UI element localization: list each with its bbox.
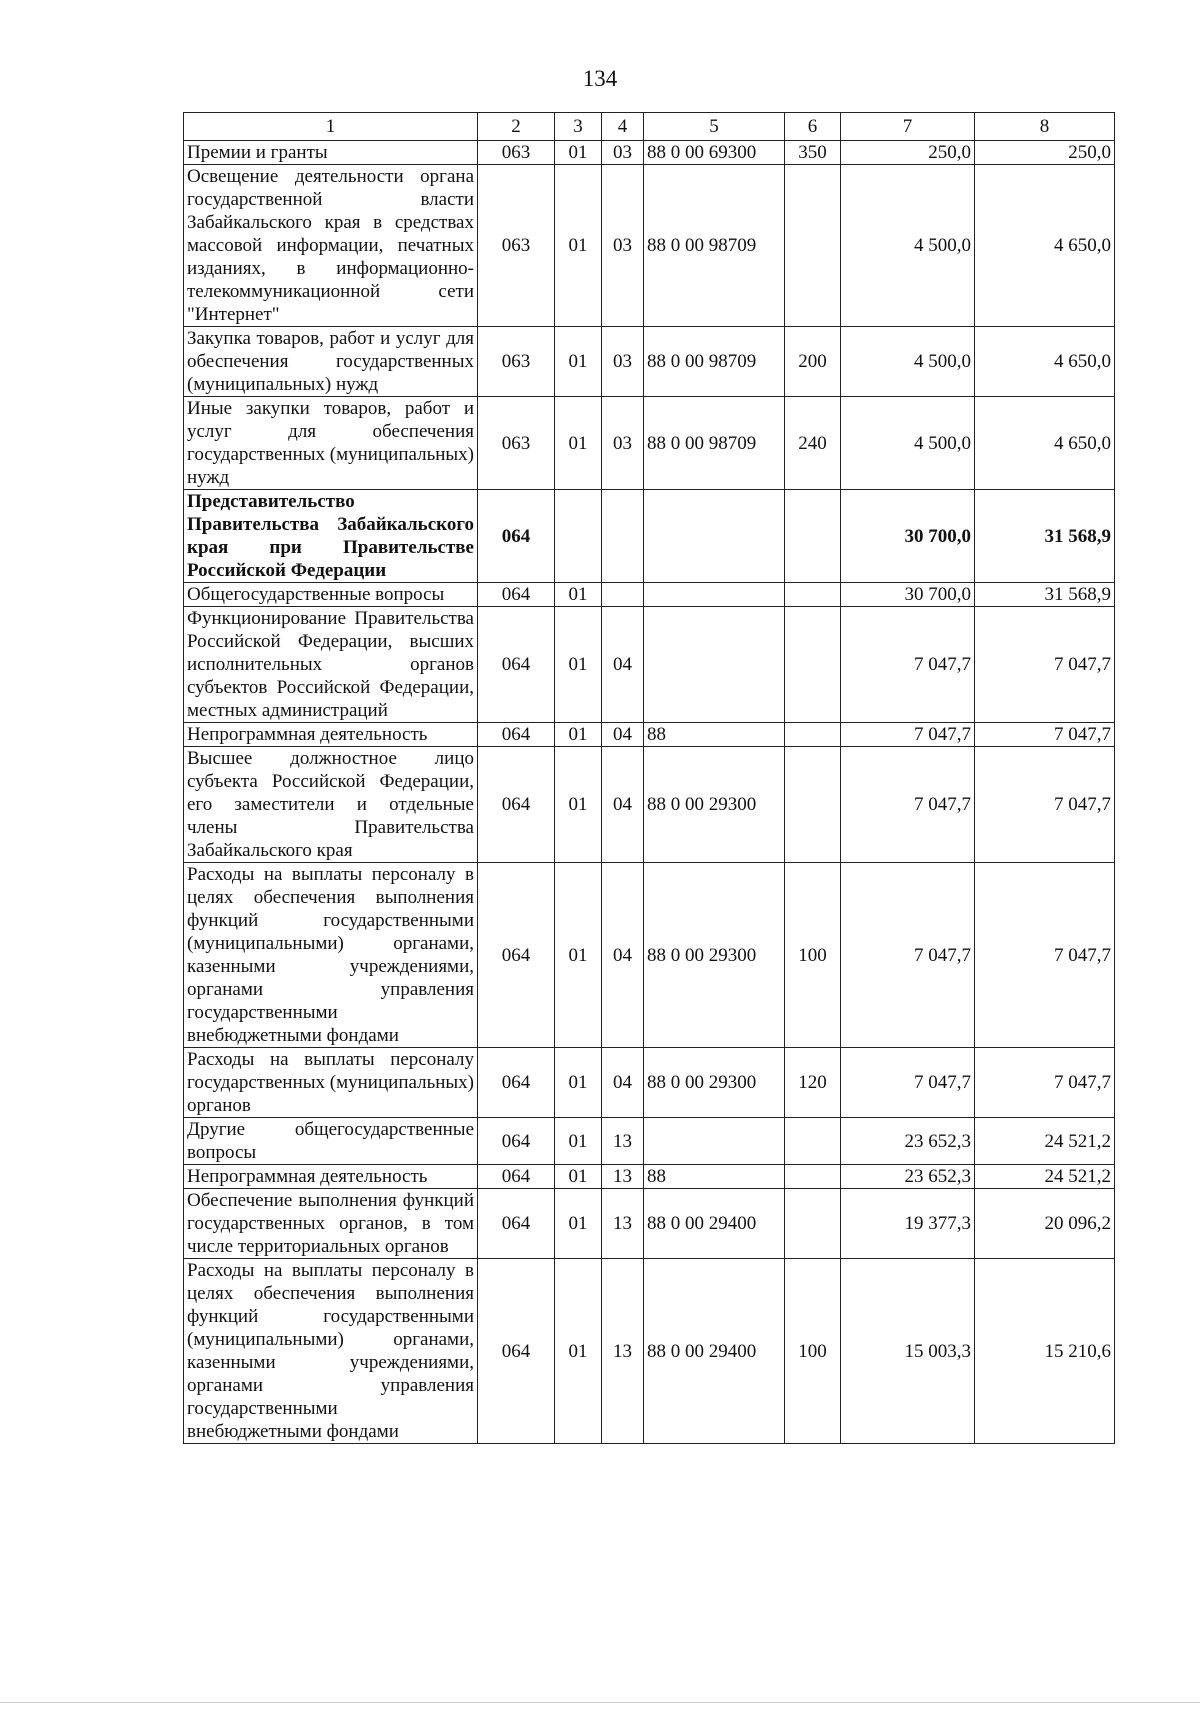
- cell-name: Расходы на выплаты персоналу в целях обеспечения выполнения функций государственными (муниципальными) органами, казенными учреждениями, органами управления государственными внебюджетными фондами: [184, 1259, 478, 1444]
- cell-amount-year1: 7 047,7: [841, 1048, 975, 1118]
- cell-amount-year1: 23 652,3: [841, 1118, 975, 1165]
- cell-section: 01: [555, 1259, 602, 1444]
- cell-name: Освещение деятельности органа государственной власти Забайкальского края в средствах массовой информации, печатных изданиях, в информационно-телекоммуникационной сети "Интернет": [184, 165, 478, 327]
- cell-amount-year2: 31 568,9: [975, 583, 1115, 607]
- cell-target-article: [644, 490, 785, 583]
- cell-ministry-code: 063: [478, 327, 555, 397]
- cell-amount-year1: 15 003,3: [841, 1259, 975, 1444]
- column-header: 1: [184, 113, 478, 141]
- cell-section: 01: [555, 397, 602, 490]
- cell-section: 01: [555, 1165, 602, 1189]
- cell-amount-year2: 24 521,2: [975, 1118, 1115, 1165]
- cell-subsection: 04: [602, 723, 644, 747]
- cell-amount-year2: 7 047,7: [975, 863, 1115, 1048]
- cell-subsection: [602, 583, 644, 607]
- cell-subsection: 03: [602, 327, 644, 397]
- cell-amount-year2: 7 047,7: [975, 607, 1115, 723]
- cell-amount-year2: 15 210,6: [975, 1259, 1115, 1444]
- cell-expense-type: [785, 1165, 841, 1189]
- cell-subsection: 04: [602, 1048, 644, 1118]
- cell-section: 01: [555, 583, 602, 607]
- cell-name: Высшее должностное лицо субъекта Российской Федерации, его заместители и отдельные члены Правительства Забайкальского края: [184, 747, 478, 863]
- cell-expense-type: [785, 607, 841, 723]
- cell-expense-type: [785, 747, 841, 863]
- cell-expense-type: 100: [785, 1259, 841, 1444]
- cell-ministry-code: 064: [478, 490, 555, 583]
- cell-section: 01: [555, 1189, 602, 1259]
- cell-subsection: 03: [602, 397, 644, 490]
- cell-target-article: 88 0 00 98709: [644, 397, 785, 490]
- cell-expense-type: 120: [785, 1048, 841, 1118]
- cell-ministry-code: 064: [478, 1259, 555, 1444]
- column-header: 3: [555, 113, 602, 141]
- cell-expense-type: 100: [785, 863, 841, 1048]
- cell-amount-year2: 4 650,0: [975, 397, 1115, 490]
- cell-section: 01: [555, 863, 602, 1048]
- cell-section: [555, 490, 602, 583]
- cell-amount-year2: 7 047,7: [975, 1048, 1115, 1118]
- cell-amount-year2: 7 047,7: [975, 747, 1115, 863]
- cell-amount-year2: 31 568,9: [975, 490, 1115, 583]
- cell-expense-type: 200: [785, 327, 841, 397]
- cell-amount-year1: 7 047,7: [841, 607, 975, 723]
- cell-section: 01: [555, 1048, 602, 1118]
- cell-ministry-code: 063: [478, 165, 555, 327]
- cell-name: Премии и гранты: [184, 141, 478, 165]
- cell-amount-year1: 19 377,3: [841, 1189, 975, 1259]
- cell-subsection: 13: [602, 1189, 644, 1259]
- cell-amount-year1: 4 500,0: [841, 165, 975, 327]
- table-row: [184, 607, 1115, 723]
- cell-amount-year2: 24 521,2: [975, 1165, 1115, 1189]
- cell-name: Непрограммная деятельность: [184, 1165, 478, 1189]
- cell-subsection: 04: [602, 747, 644, 863]
- page-edge-line: [0, 1702, 1200, 1703]
- cell-amount-year2: 250,0: [975, 141, 1115, 165]
- cell-target-article: [644, 607, 785, 723]
- cell-name: Расходы на выплаты персоналу государственных (муниципальных) органов: [184, 1048, 478, 1118]
- cell-target-article: 88 0 00 29300: [644, 747, 785, 863]
- cell-expense-type: 240: [785, 397, 841, 490]
- cell-amount-year2: 4 650,0: [975, 165, 1115, 327]
- cell-target-article: [644, 583, 785, 607]
- cell-ministry-code: 064: [478, 863, 555, 1048]
- cell-name: Представительство Правительства Забайкальского края при Правительстве Российской Федерации: [184, 490, 478, 583]
- cell-target-article: 88 0 00 29400: [644, 1259, 785, 1444]
- cell-expense-type: [785, 1118, 841, 1165]
- column-header: 5: [644, 113, 785, 141]
- cell-target-article: 88 0 00 29400: [644, 1189, 785, 1259]
- cell-target-article: 88 0 00 29300: [644, 1048, 785, 1118]
- table-row: [184, 141, 1115, 165]
- cell-expense-type: [785, 583, 841, 607]
- cell-subsection: 03: [602, 165, 644, 327]
- cell-amount-year1: 30 700,0: [841, 490, 975, 583]
- column-header: 7: [841, 113, 975, 141]
- table-row: [184, 1118, 1115, 1165]
- cell-section: 01: [555, 723, 602, 747]
- cell-subsection: 03: [602, 141, 644, 165]
- table-row: [184, 1189, 1115, 1259]
- cell-expense-type: [785, 490, 841, 583]
- cell-ministry-code: 064: [478, 607, 555, 723]
- cell-name: Обеспечение выполнения функций государственных органов, в том числе территориальных органов: [184, 1189, 478, 1259]
- cell-amount-year1: 7 047,7: [841, 747, 975, 863]
- budget-table: [183, 112, 1115, 1444]
- cell-section: 01: [555, 747, 602, 863]
- table-row: [184, 747, 1115, 863]
- cell-amount-year2: 4 650,0: [975, 327, 1115, 397]
- cell-expense-type: [785, 165, 841, 327]
- cell-subsection: 04: [602, 607, 644, 723]
- cell-amount-year1: 7 047,7: [841, 723, 975, 747]
- cell-amount-year2: 20 096,2: [975, 1189, 1115, 1259]
- cell-section: 01: [555, 607, 602, 723]
- cell-amount-year1: 23 652,3: [841, 1165, 975, 1189]
- table-row: [184, 397, 1115, 490]
- cell-section: 01: [555, 165, 602, 327]
- cell-ministry-code: 063: [478, 397, 555, 490]
- cell-target-article: 88 0 00 98709: [644, 327, 785, 397]
- cell-subsection: 04: [602, 863, 644, 1048]
- cell-ministry-code: 064: [478, 1048, 555, 1118]
- column-header: 2: [478, 113, 555, 141]
- cell-target-article: 88: [644, 1165, 785, 1189]
- cell-ministry-code: 064: [478, 747, 555, 863]
- cell-target-article: 88: [644, 723, 785, 747]
- cell-subsection: 13: [602, 1118, 644, 1165]
- cell-name: Непрограммная деятельность: [184, 723, 478, 747]
- cell-amount-year1: 250,0: [841, 141, 975, 165]
- cell-target-article: [644, 1118, 785, 1165]
- column-header: 4: [602, 113, 644, 141]
- cell-amount-year2: 7 047,7: [975, 723, 1115, 747]
- table-row: [184, 490, 1115, 583]
- cell-name: Иные закупки товаров, работ и услуг для обеспечения государственных (муниципальных) нужд: [184, 397, 478, 490]
- cell-name: Функционирование Правительства Российской Федерации, высших исполнительных органов субъектов Российской Федерации, местных администраций: [184, 607, 478, 723]
- table-row: [184, 723, 1115, 747]
- cell-section: 01: [555, 141, 602, 165]
- cell-amount-year1: 4 500,0: [841, 397, 975, 490]
- cell-ministry-code: 064: [478, 583, 555, 607]
- cell-amount-year1: 30 700,0: [841, 583, 975, 607]
- cell-ministry-code: 064: [478, 1165, 555, 1189]
- table-row: [184, 863, 1115, 1048]
- cell-subsection: [602, 490, 644, 583]
- cell-target-article: 88 0 00 69300: [644, 141, 785, 165]
- table-row: [184, 327, 1115, 397]
- cell-subsection: 13: [602, 1165, 644, 1189]
- cell-ministry-code: 064: [478, 1118, 555, 1165]
- header-row: [184, 113, 1115, 141]
- cell-expense-type: 350: [785, 141, 841, 165]
- column-header: 8: [975, 113, 1115, 141]
- table-row: [184, 583, 1115, 607]
- cell-name: Закупка товаров, работ и услуг для обеспечения государственных (муниципальных) нужд: [184, 327, 478, 397]
- cell-ministry-code: 064: [478, 1189, 555, 1259]
- cell-expense-type: [785, 1189, 841, 1259]
- table-row: [184, 1165, 1115, 1189]
- cell-name: Общегосударственные вопросы: [184, 583, 478, 607]
- cell-target-article: 88 0 00 98709: [644, 165, 785, 327]
- table-row: [184, 1048, 1115, 1118]
- cell-ministry-code: 063: [478, 141, 555, 165]
- cell-section: 01: [555, 327, 602, 397]
- cell-name: Расходы на выплаты персоналу в целях обеспечения выполнения функций государственными (муниципальными) органами, казенными учреждениями, органами управления государственными внебюджетными фондами: [184, 863, 478, 1048]
- cell-amount-year1: 4 500,0: [841, 327, 975, 397]
- cell-expense-type: [785, 723, 841, 747]
- cell-amount-year1: 7 047,7: [841, 863, 975, 1048]
- cell-subsection: 13: [602, 1259, 644, 1444]
- column-header: 6: [785, 113, 841, 141]
- table-body: [184, 141, 1115, 1444]
- table-row: [184, 165, 1115, 327]
- cell-section: 01: [555, 1118, 602, 1165]
- page-number: 134: [582, 66, 618, 91]
- cell-target-article: 88 0 00 29300: [644, 863, 785, 1048]
- cell-name: Другие общегосударственные вопросы: [184, 1118, 478, 1165]
- table-row: [184, 1259, 1115, 1444]
- cell-ministry-code: 064: [478, 723, 555, 747]
